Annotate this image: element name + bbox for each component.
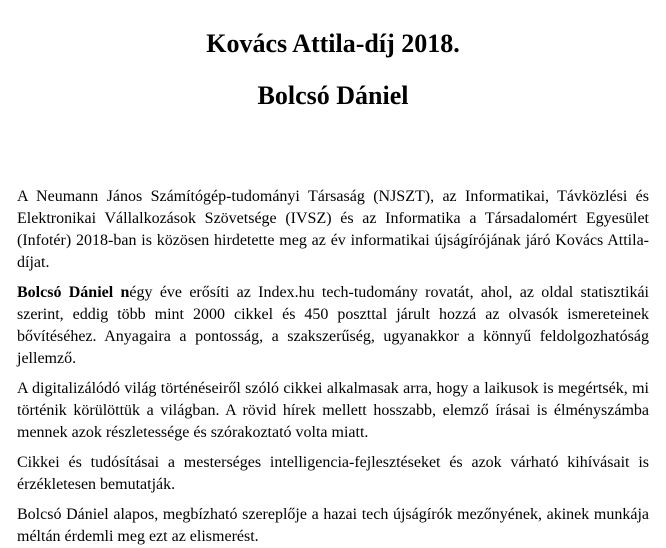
paragraph-1: A Neumann János Számítógép-tudományi Társaság (NJSZT), az Informatikai, Távközlési és Elektronikai Vállalkozások Szövetsége (IVSZ) és az Informatika a Társadalomért Egyesület (Infotér) 2018-ban is közösen hirdetette meg az év informatikai újságírójának járó Kovács Attila-díjat.	[17, 188, 649, 271]
document-subtitle: Bolcsó Dániel	[257, 81, 409, 110]
document-title: Kovács Attila-díj 2018.	[206, 29, 460, 58]
paragraph-3: A digitalizálódó világ történéseiről szóló cikkei alkalmasak arra, hogy a laikusok is megértsék, mi történik körülöttük a világban. A rövid hírek mellett hosszabb, elemző írásai is élményszámba mennek azok részletessége és szórakoztató volta miatt.	[17, 380, 649, 441]
paragraph-4: Cikkei és tudósításai a mesterséges intelligencia-fejlesztéseket és azok várható kihívásait is érzékletesen bemutatják.	[17, 454, 649, 493]
paragraph-5: Bolcsó Dániel alapos, megbízható szereplője a hazai tech újságírók mezőnyének, akinek munkája méltán érdemli meg ezt az elismerést.	[17, 506, 649, 545]
bold-name-run: Bolcsó Dániel n	[17, 284, 130, 301]
paragraph-2	[17, 282, 649, 370]
paragraph-2-rest: égy éve erősíti az Index.hu tech-tudomány rovatát, ahol, az oldal statisztikái szerint, eddig több mint 2000 cikkel és 450 poszttal járult hozzá az olvasók ismereteinek bővítéséhez. Anyagaira a pontosság, a szakszerűség, ugyanakkor a könnyű feldolgozhatóság jellemző.	[17, 284, 649, 367]
document-body	[17, 111, 649, 548]
